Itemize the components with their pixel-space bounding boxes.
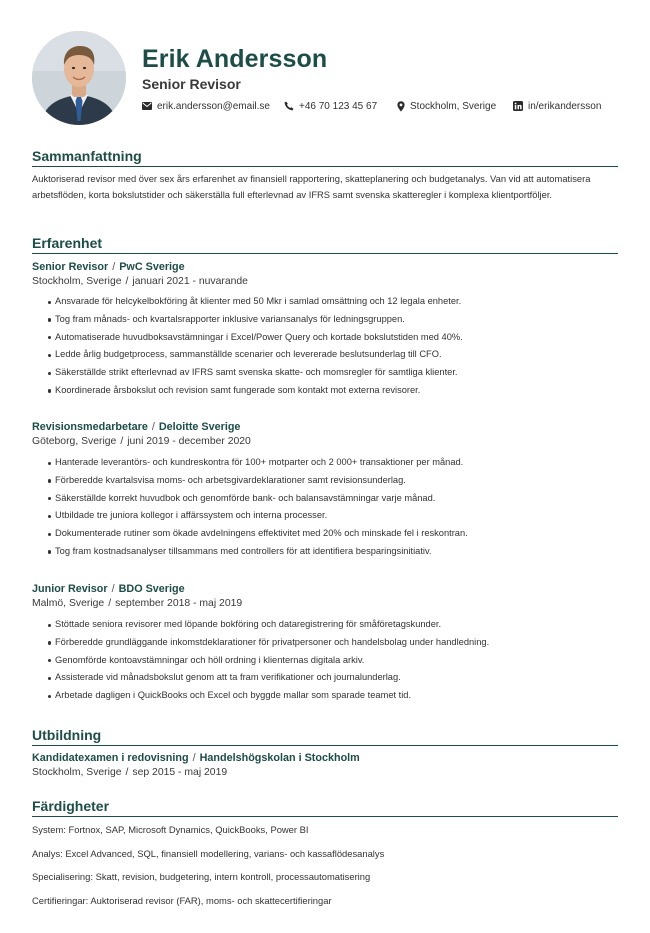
contact-location [397, 99, 496, 113]
avatar [32, 31, 126, 125]
job-bullets [48, 293, 463, 400]
job-location: Malmö, Sverige [32, 598, 105, 609]
resume-header [32, 31, 622, 127]
job-period: juni 2019 - december 2020 [127, 436, 251, 447]
job-role: Junior Revisor [32, 583, 108, 595]
list-item: Förberedde grundläggande inkomstdeklarationer för privatpersoner och handelsbolag under handledning. [48, 634, 489, 652]
section-heading-experience: Erfarenhet [32, 235, 103, 251]
section-heading-summary: Sammanfattning [32, 148, 142, 164]
job-meta: Stockholm, Sverige / januari 2021 - nuvarande [32, 276, 248, 287]
profile-photo [32, 31, 126, 125]
list-item: Koordinerade årsbokslut och revision samt fungerade som kontakt mot externa revisorer. [48, 382, 463, 400]
job-meta: Malmö, Sverige / september 2018 - maj 2019 [32, 598, 243, 609]
section-divider [32, 166, 618, 167]
list-item: Ansvarade för helcykelbokföring åt klienter med 50 Mkr i samlad omsättning och 12 legala enheter. [48, 293, 463, 311]
job-location: Stockholm, Sverige [32, 276, 122, 287]
skill-line: Specialisering: Skatt, revision, budgetering, intern kontroll, processautomatisering [32, 871, 371, 882]
list-item: Tog fram kostnadsanalyser tillsammans med controllers för att identifiera besparingsinitiativ. [48, 543, 468, 561]
linkedin-icon [513, 101, 523, 111]
job-heading: Senior Revisor / PwC Sverige [32, 261, 185, 273]
job-company: BDO Sverige [118, 583, 185, 595]
list-item: Utbildade tre juniora kollegor i affärssystem och interna processer. [48, 507, 468, 525]
job-heading: Junior Revisor / BDO Sverige [32, 583, 185, 595]
summary-text: Auktoriserad revisor med över sex års erfarenhet av finansiell rapportering, skatteplanering och budgetanalys. Van vid att automatisera arbetsflöden, korta bokslutstider och säkerställa full efterlevnad av IFRS samt svenska skatteregler i komplexa klientportföljer. [32, 173, 591, 200]
section-divider [32, 253, 618, 254]
education-heading: Kandidatexamen i redovisning / Handelshögskolan i Stockholm [32, 752, 360, 764]
list-item: Förberedde kvartalsvisa moms- och arbetsgivardeklarationer samt revisionsunderlag. [48, 472, 468, 490]
contact-linkedin[interactable] [513, 99, 601, 113]
list-item: Tog fram månads- och kvartalsrapporter inklusive variansanalys för ledningsgruppen. [48, 311, 463, 329]
school: Handelshögskolan i Stockholm [199, 752, 360, 764]
location-pin-icon [397, 101, 405, 112]
education-period: sep 2015 - maj 2019 [132, 767, 228, 778]
list-item: Säkerställde strikt efterlevnad av IFRS samt svenska skatte- och momsregler för samtliga klienter. [48, 364, 463, 382]
job-bullets [48, 616, 489, 705]
list-item: Stöttade seniora revisorer med löpande bokföring och dataregistrering för småföretagskunder. [48, 616, 489, 634]
job-company: Deloitte Sverige [158, 421, 241, 433]
degree: Kandidatexamen i redovisning [32, 752, 189, 764]
section-heading-education: Utbildning [32, 727, 102, 743]
job-location: Göteborg, Sverige [32, 436, 117, 447]
job-company: PwC Sverige [119, 261, 185, 273]
section-heading-skills: Färdigheter [32, 798, 110, 814]
skill-line: Certifieringar: Auktoriserad revisor (FAR), moms- och skattecertifieringar [32, 895, 332, 906]
contact-phone[interactable] [284, 99, 377, 113]
contact-row [142, 99, 632, 113]
skill-line: Analys: Excel Advanced, SQL, finansiell modellering, varians- och kassaflödesanalys [32, 848, 385, 859]
job-period: september 2018 - maj 2019 [115, 598, 243, 609]
list-item: Hanterade leverantörs- och kundreskontra för 100+ motparter och 2 000+ transaktioner per månad. [48, 454, 468, 472]
linkedin-text: in/erikandersson [528, 100, 602, 112]
envelope-icon [142, 102, 152, 110]
email-text: erik.andersson@email.se [157, 100, 270, 112]
phone-icon [284, 101, 294, 111]
job-bullets [48, 454, 468, 561]
section-divider [32, 816, 618, 817]
education-location: Stockholm, Sverige [32, 767, 122, 778]
list-item: Genomförde kontoavstämningar och höll ordning i klienternas digitala arkiv. [48, 652, 489, 670]
contact-email[interactable] [142, 99, 270, 113]
skill-line: System: Fortnox, SAP, Microsoft Dynamics, QuickBooks, Power BI [32, 824, 309, 835]
section-divider [32, 745, 618, 746]
list-item: Säkerställde korrekt huvudbok och genomförde bank- och balansavstämningar varje månad. [48, 490, 468, 508]
list-item: Arbetade dagligen i QuickBooks och Excel och byggde mallar som sparade teamet tid. [48, 687, 489, 705]
candidate-title: Senior Revisor [142, 76, 241, 92]
job-meta: Göteborg, Sverige / juni 2019 - december 2020 [32, 436, 251, 447]
list-item: Automatiserade huvudboksavstämningar i Excel/Power Query och kortade bokslutstiden med 40%. [48, 329, 463, 347]
job-period: januari 2021 - nuvarande [132, 276, 248, 287]
education-meta: Stockholm, Sverige / sep 2015 - maj 2019 [32, 767, 228, 778]
job-role: Senior Revisor [32, 261, 109, 273]
phone-text: +46 70 123 45 67 [299, 100, 378, 112]
list-item: Assisterade vid månadsbokslut genom att ta fram verifikationer och journalunderlag. [48, 669, 489, 687]
job-role: Revisionsmedarbetare [32, 421, 148, 433]
candidate-name: Erik Andersson [142, 45, 328, 73]
list-item: Ledde årlig budgetprocess, sammanställde scenarier och levererade beslutsunderlag till CFO. [48, 346, 463, 364]
job-heading: Revisionsmedarbetare / Deloitte Sverige [32, 421, 241, 433]
list-item: Dokumenterade rutiner som ökade avdelningens effektivitet med 20% och minskade fel i reskontran. [48, 525, 468, 543]
location-text: Stockholm, Sverige [410, 100, 497, 112]
